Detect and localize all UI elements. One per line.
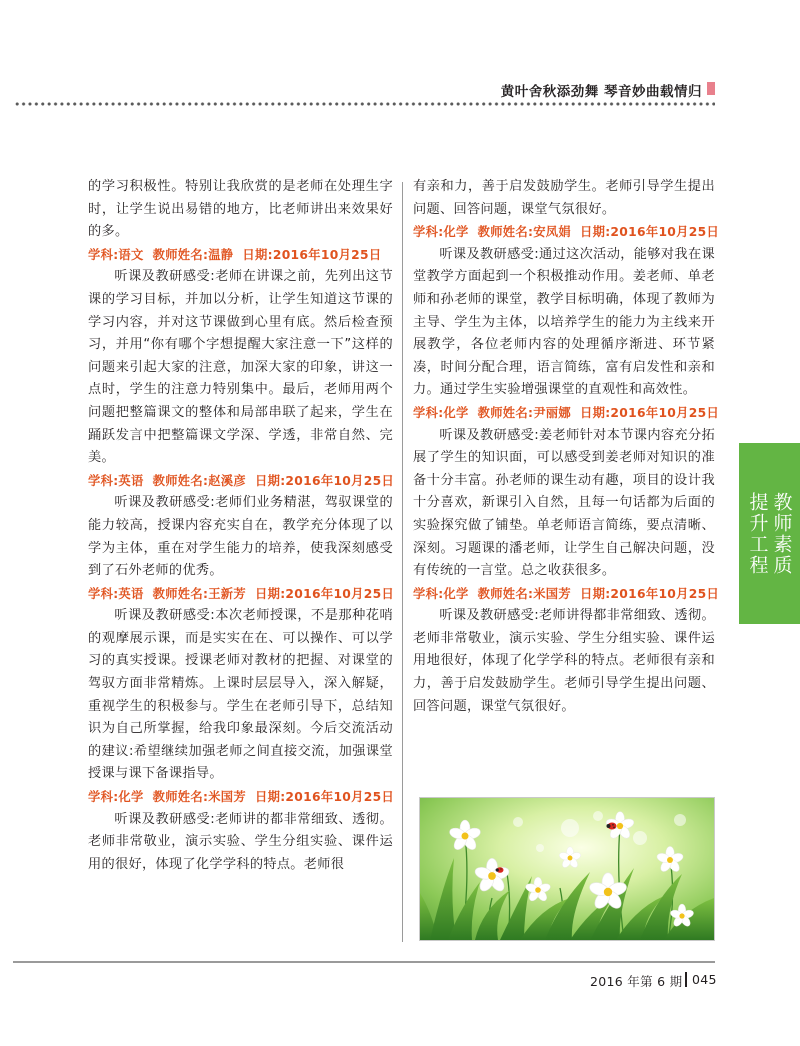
teacher-label: 教师姓名:尹丽娜 (477, 405, 572, 420)
paragraph: 听课及教研感受:通过这次活动，能够对我在课堂教学方面起到一个积极推动作用。姜老师、单老师和孙老师的课堂，教学目标明确，体现了教师为主导、学生为主体，以培养学生的能力为主线来开展教学，各位老师内容的处理循序渐进、环节紧凑，时间分配合理，语言简练，富有启发性和亲和力。通过学生实验增强课堂的直观性和高效性。 (413, 246, 715, 398)
side-section-tab (739, 443, 800, 624)
date-label: 日期:2016年10月25日 (255, 586, 395, 601)
header-dotted-rule (14, 101, 715, 107)
subject-label: 学科:英语 (88, 586, 144, 601)
flower-meadow-image (419, 797, 715, 941)
date-label: 日期:2016年10月25日 (580, 586, 720, 601)
footer-rule (13, 961, 715, 963)
page-number: 045 (692, 972, 717, 987)
subject-line (413, 221, 720, 244)
paragraph: 听课及教研感受:老师们业务精湛，驾驭课堂的能力较高，授课内容充实自在，教学充分体现了以学为主体，重在对学生能力的培养，使我深刻感受到了石外老师的优秀。 (88, 495, 393, 579)
paragraph: 听课及教研感受:老师在讲课之前，先列出这节课的学习目标，并加以分析，让学生知道这节课的学习内容，并对这节课做到心里有底。然后检查预习，并用“你有哪个字想提醒大家注意一下”这样的问题来引起大家的注意，加深大家的印象，讲这一点时，学生的注意力特别集中。最后，老师用两个问题把整篇课文的整体和局部串联了起来，学生在踊跃发言中把整篇课文学深、学透，非常自然、完美。 (88, 269, 393, 466)
date-label: 日期:2016年10月25日 (242, 247, 382, 262)
footer-issue: 2016 年第 6 期 (590, 974, 683, 989)
paragraph: 听课及教研感受:老师讲的都非常细致、透彻。老师非常敬业，演示实验、学生分组实验、课件运用的很好，体现了化学学科的特点。老师很 (88, 811, 393, 872)
subject-line (88, 583, 393, 606)
side-tab-line: 提升工程 (746, 491, 769, 576)
subject-line (88, 244, 393, 267)
paragraph: 的学习积极性。特别让我欣赏的是老师在处理生字时，让学生说出易错的地方，比老师讲出来效果好的多。 (88, 179, 393, 240)
column-divider (402, 182, 403, 942)
date-label: 日期:2016年10月25日 (580, 225, 720, 240)
left-column (88, 176, 393, 876)
teacher-label: 教师姓名:米国芳 (152, 790, 247, 805)
subject-label: 学科:化学 (413, 225, 469, 240)
subject-label: 学科:化学 (413, 586, 469, 601)
subject-label: 学科:语文 (88, 247, 144, 262)
date-label: 日期:2016年10月25日 (255, 790, 395, 805)
date-label: 日期:2016年10月25日 (580, 405, 720, 420)
subject-line (88, 470, 393, 493)
date-label: 日期:2016年10月25日 (255, 473, 395, 488)
subject-line (413, 583, 720, 606)
subject-label: 学科:化学 (413, 405, 469, 420)
right-column (413, 176, 720, 718)
subject-label: 学科:英语 (88, 473, 144, 488)
teacher-label: 教师姓名:赵溪彦 (152, 473, 247, 488)
subject-label: 学科:化学 (88, 790, 144, 805)
teacher-label: 教师姓名:温静 (152, 247, 234, 262)
teacher-label: 教师姓名:米国芳 (477, 586, 572, 601)
header-title: 黄叶舍秋添劲舞 琴音妙曲载情归 (500, 84, 702, 100)
subject-line (88, 786, 393, 809)
paragraph: 听课及教研感受:老师讲得都非常细致、透彻。老师非常敬业，演示实验、学生分组实验、课件运用地很好，体现了化学学科的特点。老师很有亲和力，善于启发鼓励学生。老师引导学生提出问题、回答问题，课堂气氛很好。 (413, 608, 715, 714)
teacher-label: 教师姓名:王新芳 (152, 586, 247, 601)
side-tab-line: 教师素质 (770, 491, 793, 576)
header-square-mark (707, 82, 715, 95)
footer-separator (685, 972, 687, 987)
teacher-label: 教师姓名:安凤娟 (477, 225, 572, 240)
paragraph: 听课及教研感受:本次老师授课，不是那种花哨的观摩展示课，而是实实在在、可以操作、可以学习的真实授课。授课老师对教材的把握、对课堂的驾驭方面非常精炼。上课时层层导入，深入解疑，重视学生的积极参与。学生在老师引导下，总结知识为自己所掌握，给我印象最深刻。今后交流活动的建议:希望继续加强老师之间直接交流，加强课堂授课与课下备课指导。 (88, 608, 393, 782)
paragraph: 有亲和力，善于启发鼓励学生。老师引导学生提出问题、回答问题，课堂气氛很好。 (413, 179, 715, 217)
subject-line (413, 402, 720, 425)
paragraph: 听课及教研感受:姜老师针对本节课内容充分拓展了学生的知识面，可以感受到姜老师对知识的准备十分丰富。孙老师的课生动有趣，项目的设计我十分喜欢，新课引入自然，且每一句话都为后面的实验探究做了铺垫。单老师语言简练，要点清晰、深刻。习题课的潘老师，让学生自己解决问题，没有传统的一言堂。总之收获很多。 (413, 427, 715, 579)
